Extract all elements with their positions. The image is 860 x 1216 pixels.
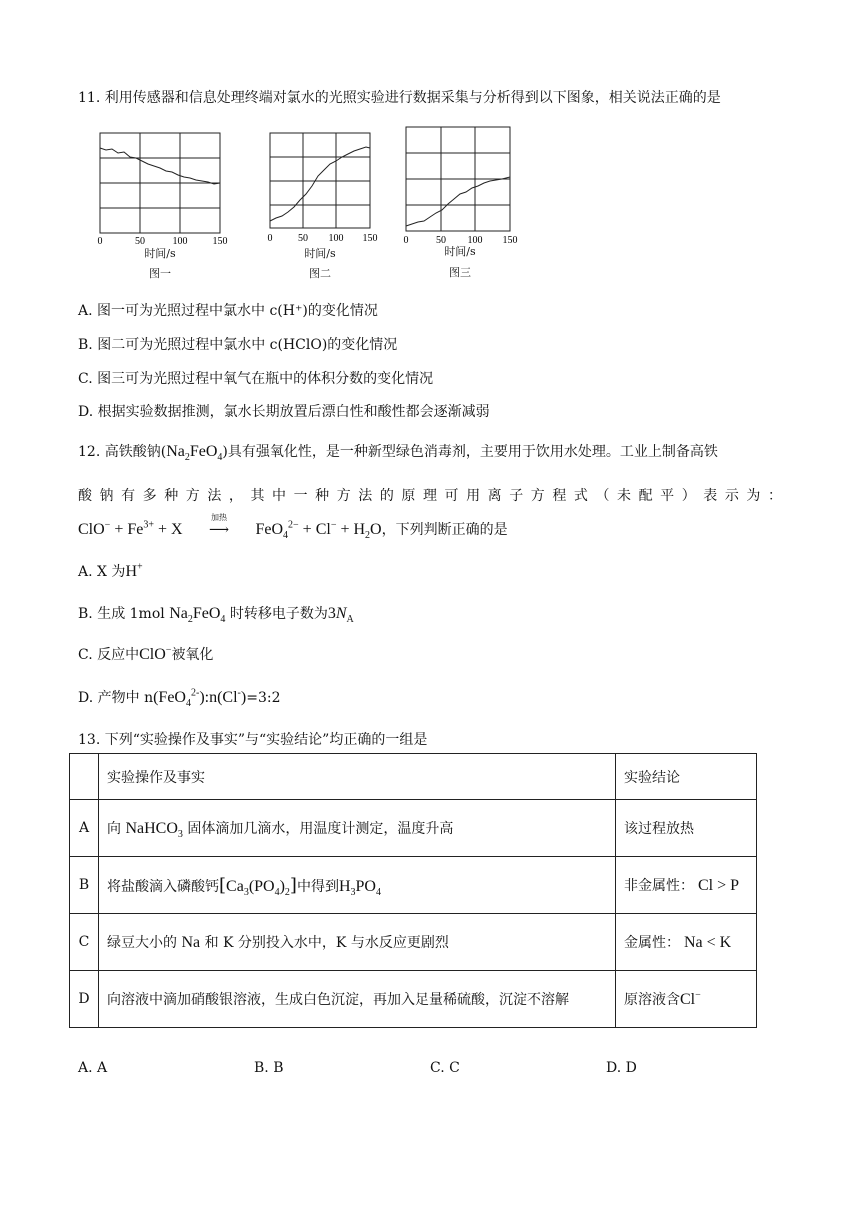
table-row: C 绿豆大小的 Na 和 K 分别投入水中，K 与水反应更剧烈 金属性： Na < K bbox=[70, 914, 757, 971]
chart-2 bbox=[262, 128, 382, 248]
header-conclusion: 实验结论 bbox=[616, 754, 757, 800]
q12-arrow: 加热 ⟶ bbox=[187, 520, 251, 540]
chart-1-xlabel: 时间/s bbox=[144, 247, 176, 260]
chart-2-tick: 150 bbox=[362, 233, 378, 244]
chart-2-caption: 图二 bbox=[309, 267, 331, 280]
chart-2-tick: 50 bbox=[298, 233, 308, 244]
chart-3-xlabel: 时间/s bbox=[444, 245, 476, 258]
q12-option-a: A. X 为H+ bbox=[78, 561, 143, 580]
chart-3-grid bbox=[406, 127, 510, 231]
table-header-row bbox=[70, 754, 757, 800]
q12-h-plus: H+ bbox=[125, 561, 143, 580]
q11-option-b: B. 图二可为光照过程中氯水中 c(HClO)的变化情况 bbox=[78, 337, 398, 353]
chart-2-series bbox=[270, 147, 370, 221]
q13-answer-b: B. B bbox=[254, 1060, 284, 1076]
chart-3-tick: 150 bbox=[502, 235, 518, 246]
chart-3-caption: 图三 bbox=[449, 266, 471, 279]
q13-stem: 13. 下列“实验操作及事实”与“实验结论”均正确的一组是 bbox=[78, 732, 428, 748]
header-op: 实验操作及事实 bbox=[99, 754, 616, 800]
q12-3na: $3N_A$ bbox=[327, 605, 354, 626]
q11-stem: 11. 利用传感器和信息处理终端对氯水的光照实验进行数据采集与分析得到以下图象，相关说法正确的是 bbox=[78, 90, 721, 106]
q12-option-b: B. 生成 1mol $Na_2FeO_4$ 时转移电子数为$3N_A$ bbox=[78, 605, 354, 626]
q13-answer-a: A. A bbox=[78, 1060, 108, 1076]
chart-2-tick: 0 bbox=[267, 233, 273, 244]
q12-option-c: C. 反应中ClO−被氧化 bbox=[78, 644, 214, 663]
table-row: B 将盐酸滴入磷酸钙$[Ca_3(PO_4)_2]$中得到$H_3PO_4$ 非金属性： Cl > P bbox=[70, 857, 757, 914]
q12-option-d: D. 产物中 n(FeO$_4^{2-}$):n(Cl-)=3:2 bbox=[78, 687, 281, 710]
chart-1-tick: 0 bbox=[97, 236, 103, 247]
q12-equation-tail: ，下列判断正确的是 bbox=[381, 522, 508, 538]
chart-1-caption: 图一 bbox=[149, 267, 171, 280]
chart-1-tick: 50 bbox=[135, 236, 145, 247]
q12-formula-na2feo4: $Na_2FeO_4$ bbox=[166, 443, 223, 464]
q12-equation bbox=[78, 513, 508, 542]
chart-2-tick: 100 bbox=[328, 233, 344, 244]
chart-1-grid bbox=[100, 133, 220, 233]
chart-3-tick: 100 bbox=[467, 235, 483, 246]
q12-products: $FeO_4^{2-} + Cl^- + H_2O$ bbox=[255, 519, 382, 542]
q13-answer-d: D. D bbox=[606, 1060, 637, 1076]
table-row: D 向溶液中滴加硝酸银溶液，生成白色沉淀，再加入足量稀硫酸，沉淀不溶解 原溶液含Cl− bbox=[70, 971, 757, 1028]
q12-ratio: =3:2 bbox=[246, 690, 281, 706]
q12-reactants: $ClO^- + Fe^{3+} + X$ bbox=[78, 519, 183, 538]
chart-3-tick: 0 bbox=[403, 235, 409, 246]
q12-line1 bbox=[78, 442, 718, 462]
q12-line2: 酸钠有多种方法，其中一种方法的原理可用离子方程式（未配平）表示为： bbox=[78, 488, 782, 504]
q12-line1-b: )具有强氧化性，是一种新型绿色消毒剂，主要用于饮用水处理。工业上制备高铁 bbox=[222, 444, 718, 460]
chart-1-tick: 150 bbox=[212, 236, 228, 247]
chart-1-series bbox=[100, 148, 220, 184]
chart-1 bbox=[92, 128, 232, 248]
q11-option-a: A. 图一可为光照过程中氯水中 c(H⁺)的变化情况 bbox=[78, 303, 378, 319]
q11-option-c: C. 图三可为光照过程中氧气在瓶中的体积分数的变化情况 bbox=[78, 371, 434, 387]
chart-3-tick: 50 bbox=[436, 235, 446, 246]
chart-3 bbox=[398, 122, 523, 247]
q13-answer-c: C. C bbox=[430, 1060, 460, 1076]
chart-2-xlabel: 时间/s bbox=[304, 247, 336, 260]
chart-3-series bbox=[406, 177, 510, 226]
chart-1-tick: 100 bbox=[172, 236, 188, 247]
q12-condition: 加热 bbox=[211, 513, 228, 522]
q13-table bbox=[69, 753, 757, 1028]
table-row: A 向 NaHCO$_3$ 固体滴加几滴水，用温度计测定，温度升高 该过程放热 bbox=[70, 800, 757, 857]
q12-line1-a: 12. 高铁酸钠( bbox=[78, 444, 167, 460]
q11-option-d: D. 根据实验数据推测，氯水长期放置后漂白性和酸性都会逐渐减弱 bbox=[78, 404, 490, 420]
